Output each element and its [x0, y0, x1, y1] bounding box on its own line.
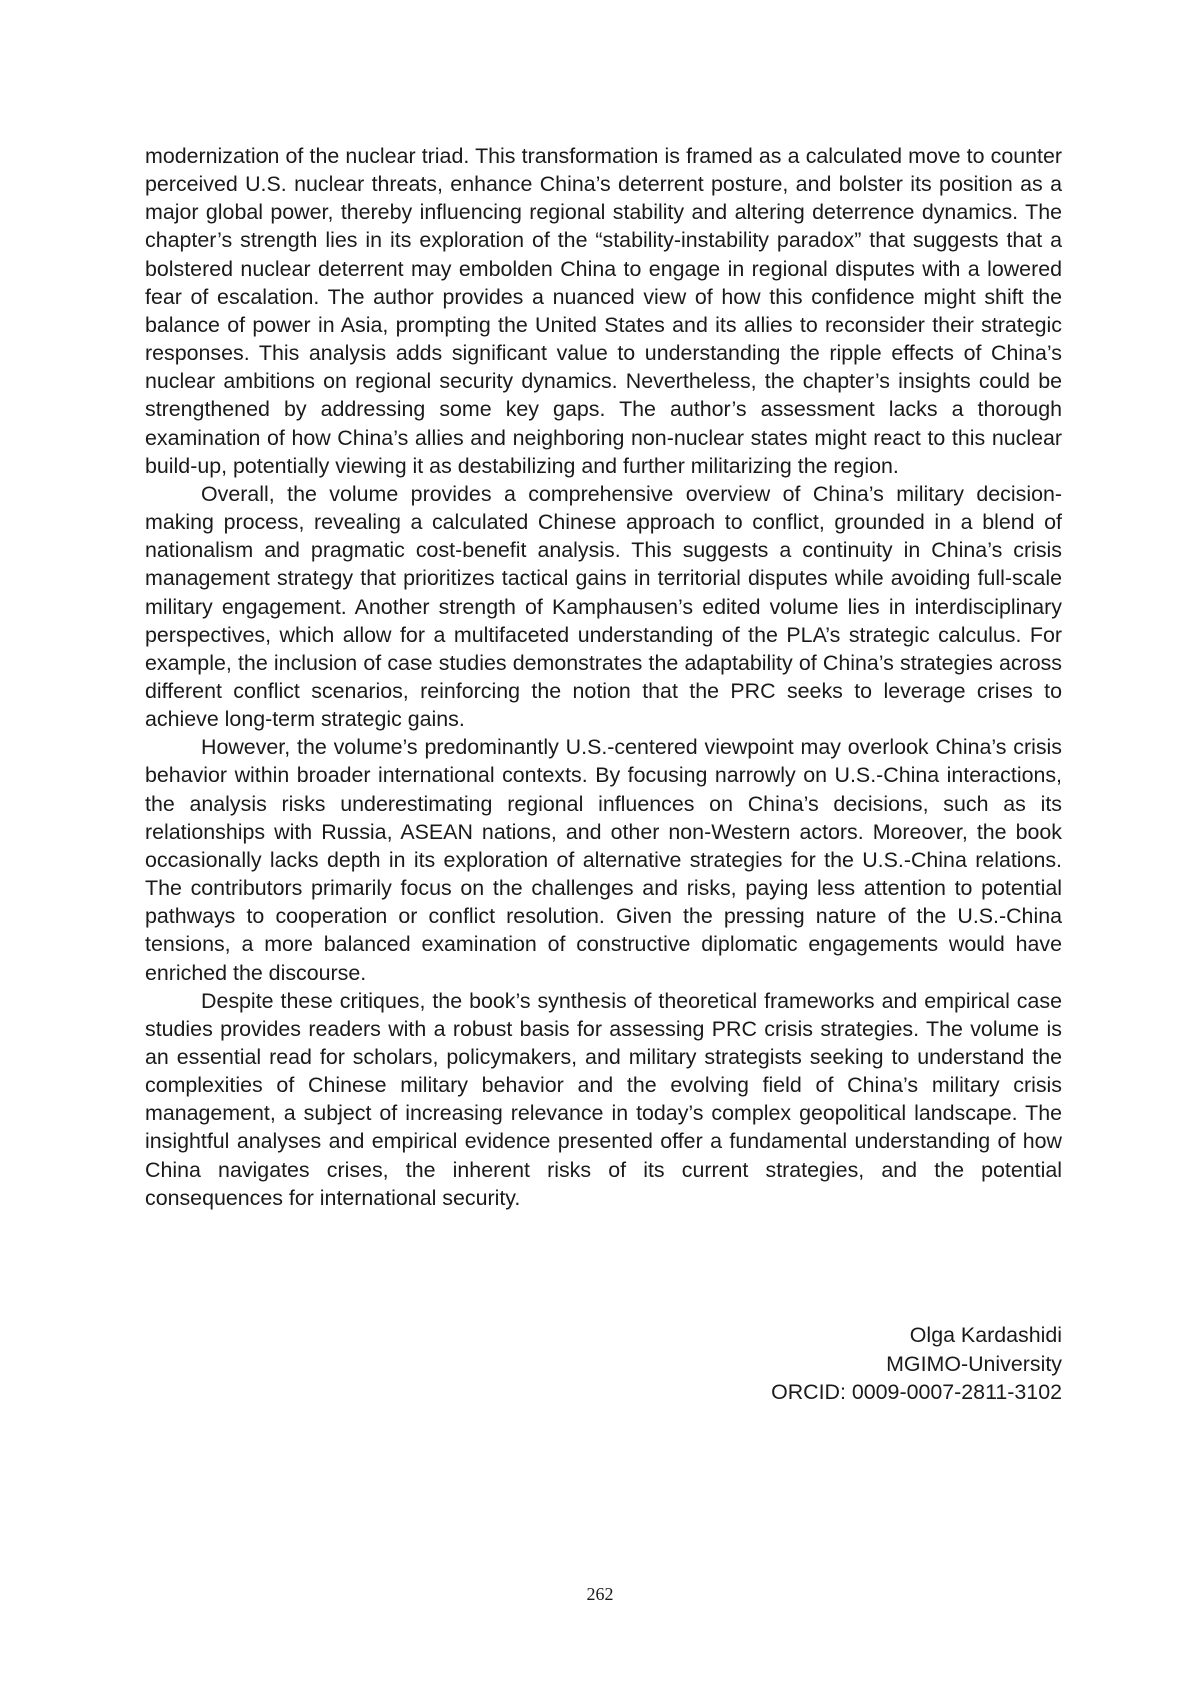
- paragraph-overall: Overall, the volume provides a comprehensive overview of China’s military decision-making process, revealing a calculated Chinese approach to conflict, grounded in a blend of nationalism and pragmatic cost-benefit analysis. This suggests a continuity in China’s crisis management strategy that prioritizes tactical gains in territorial disputes while avoiding full-scale military engagement. Another strength of Kamphausen’s edited volume lies in interdisciplinary perspectives, which allow for a multifaceted understanding of the PLA’s strategic calculus. For example, the inclusion of case studies demonstrates the adaptability of China’s strategies across different conflict scenarios, reinforcing the notion that the PRC seeks to leverage crises to achieve long-term strategic gains.: [145, 481, 1062, 732]
- paragraph-despite: Despite these critiques, the book’s synthesis of theoretical frameworks and empirical case studies provides readers with a robust basis for assessing PRC crisis strategies. The volume is an essential read for scholars, policymakers, and military strategists seeking to understand the complexities of Chinese military behavior and the evolving field of China’s military crisis management, a subject of increasing relevance in today’s complex geopolitical landscape. The insightful analyses and empirical evidence presented offer a fundamental understanding of how China navigates crises, the inherent risks of its current strategies, and the potential consequences for international security.: [145, 988, 1062, 1210]
- page-number: 262: [586, 1584, 614, 1604]
- paragraph-nuclear-triad: modernization of the nuclear triad. This transformation is framed as a calculated move to counter perceived U.S. nuclear threats, enhance China’s deterrent posture, and bolster its position as a major global power, thereby influencing regional stability and altering deterrence dynamics. The chapter’s strength lies in its exploration of the “stability-instability paradox” that suggests that a bolstered nuclear deterrent may embolden China to engage in regional disputes with a lowered fear of escalation. The author provides a nuanced view of how this confidence might shift the balance of power in Asia, prompting the United States and its allies to reconsider their strategic responses. This analysis adds significant value to understanding the ripple effects of China’s nuclear ambitions on regional security dynamics. Nevertheless, the chapter’s insights could be strengthened by addressing some key gaps. The author’s assessment lacks a thorough examination of how China’s allies and neighboring non-nuclear states might react to this nuclear build-up, potentially viewing it as destabilizing and further militarizing the region.: [145, 144, 1062, 478]
- paragraph-however: However, the volume’s predominantly U.S.-centered viewpoint may overlook China’s crisis behavior within broader international contexts. By focusing narrowly on U.S.-China interactions, the analysis risks underestimating regional influences on China’s decisions, such as its relationships with Russia, ASEAN nations, and other non-Western actors. Moreover, the book occasionally lacks depth in its exploration of alternative strategies for the U.S.-China relations. The contributors primarily focus on the challenges and risks, paying less attention to potential pathways to cooperation or conflict resolution. Given the pressing nature of the U.S.-China tensions, a more balanced examination of constructive diplomatic engagements would have enriched the discourse.: [145, 735, 1062, 985]
- author-orcid: ORCID: 0009-0007-2811-3102: [771, 1380, 1062, 1404]
- author-name: Olga Kardashidi: [909, 1323, 1062, 1347]
- author-signature-block: [771, 1321, 1062, 1407]
- review-body: [145, 142, 1062, 1212]
- author-affiliation: MGIMO-University: [886, 1351, 1062, 1376]
